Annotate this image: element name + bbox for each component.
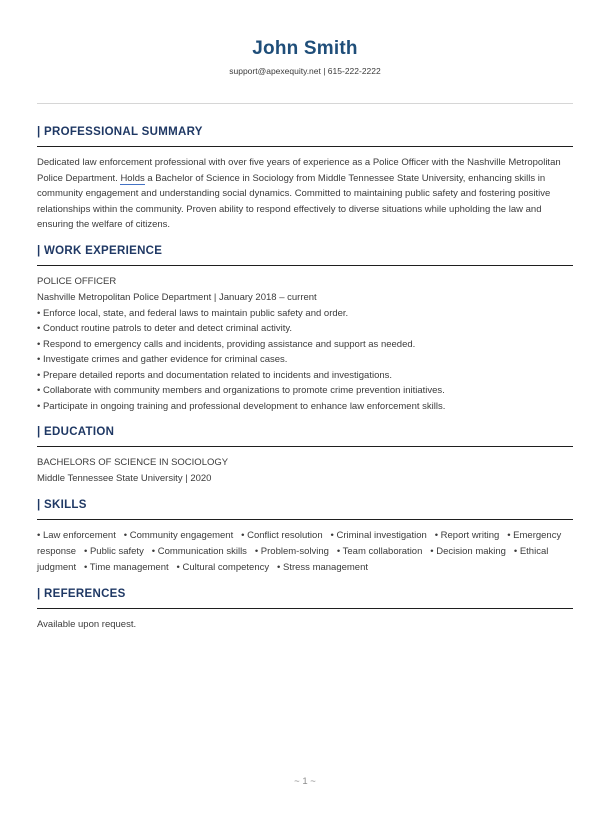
section-education bbox=[37, 425, 573, 487]
education-section-body bbox=[37, 455, 573, 487]
work-section-heading: | WORK EXPERIENCE bbox=[37, 244, 573, 266]
employer-line: Nashville Metropolitan Police Department | January 2018 – current bbox=[37, 291, 317, 303]
grammar-underlined-word: Holds bbox=[120, 172, 145, 184]
header-divider bbox=[37, 103, 573, 104]
work-bullet-item: • Respond to emergency calls and incidents, providing assistance and support as needed. bbox=[37, 337, 573, 353]
section-work-experience bbox=[37, 244, 573, 415]
work-section-body bbox=[37, 274, 573, 415]
work-bullet-item: • Collaborate with community members and organizations to promote crime prevention initiatives. bbox=[37, 383, 573, 399]
summary-text-before: Dedicated law enforcement professional with over five years of experience as a Police Officer with the Nashville Metropolitan Police Department. bbox=[37, 157, 561, 184]
work-bullet-item: • Conduct routine patrols to deter and detect criminal activity. bbox=[37, 321, 573, 337]
school-line: Middle Tennessee State University | 2020 bbox=[37, 473, 212, 484]
resume-content bbox=[37, 37, 573, 633]
page-number: ~ 1 ~ bbox=[294, 776, 316, 787]
summary-text-after: a Bachelor of Science in Sociology from Middle Tennessee State University, enhancing skills in community engagement and understanding social dynamics. Committed to maintaining public safety and fostering positive relationships within the community. Proven ability to respond effectively to diverse situations while upholding the law and ensuring the welfare of citizens. bbox=[37, 172, 551, 230]
education-section-heading: | EDUCATION bbox=[37, 425, 573, 447]
work-bullet-item: • Enforce local, state, and federal laws to maintain public safety and order. bbox=[37, 306, 573, 322]
references-section-heading: | REFERENCES bbox=[37, 587, 573, 609]
work-bullet-item: • Investigate crimes and gather evidence for criminal cases. bbox=[37, 352, 573, 368]
work-bullet-list bbox=[37, 306, 573, 415]
summary-paragraph bbox=[37, 155, 573, 233]
section-professional-summary bbox=[37, 125, 573, 233]
degree-title: BACHELORS OF SCIENCE IN SOCIOLOGY bbox=[37, 457, 229, 468]
contact-line: support@apexequity.net | 615-222-2222 bbox=[229, 66, 381, 76]
resume-header bbox=[37, 37, 573, 77]
candidate-name: John Smith bbox=[252, 38, 358, 59]
job-title: POLICE OFFICER bbox=[37, 275, 117, 287]
skills-section-heading: | SKILLS bbox=[37, 498, 573, 520]
section-skills bbox=[37, 498, 573, 576]
resume-page bbox=[0, 37, 610, 825]
skills-text: • Law enforcement • Community engagement • Conflict resolution • Criminal investigation • Report writing • Emergency response • Public safety • Communication skills • Problem-solving • Team collaboration • Decision making • Ethical judgment • Time management • Cultural competency • Stress management bbox=[37, 530, 564, 573]
work-bullet-item: • Participate in ongoing training and professional development to enhance law enforcement skills. bbox=[37, 399, 573, 415]
summary-section-heading: | PROFESSIONAL SUMMARY bbox=[37, 125, 573, 147]
section-references bbox=[37, 587, 573, 633]
work-bullet-item: • Prepare detailed reports and documentation related to incidents and investigations. bbox=[37, 368, 573, 384]
references-text: Available upon request. bbox=[37, 619, 137, 630]
